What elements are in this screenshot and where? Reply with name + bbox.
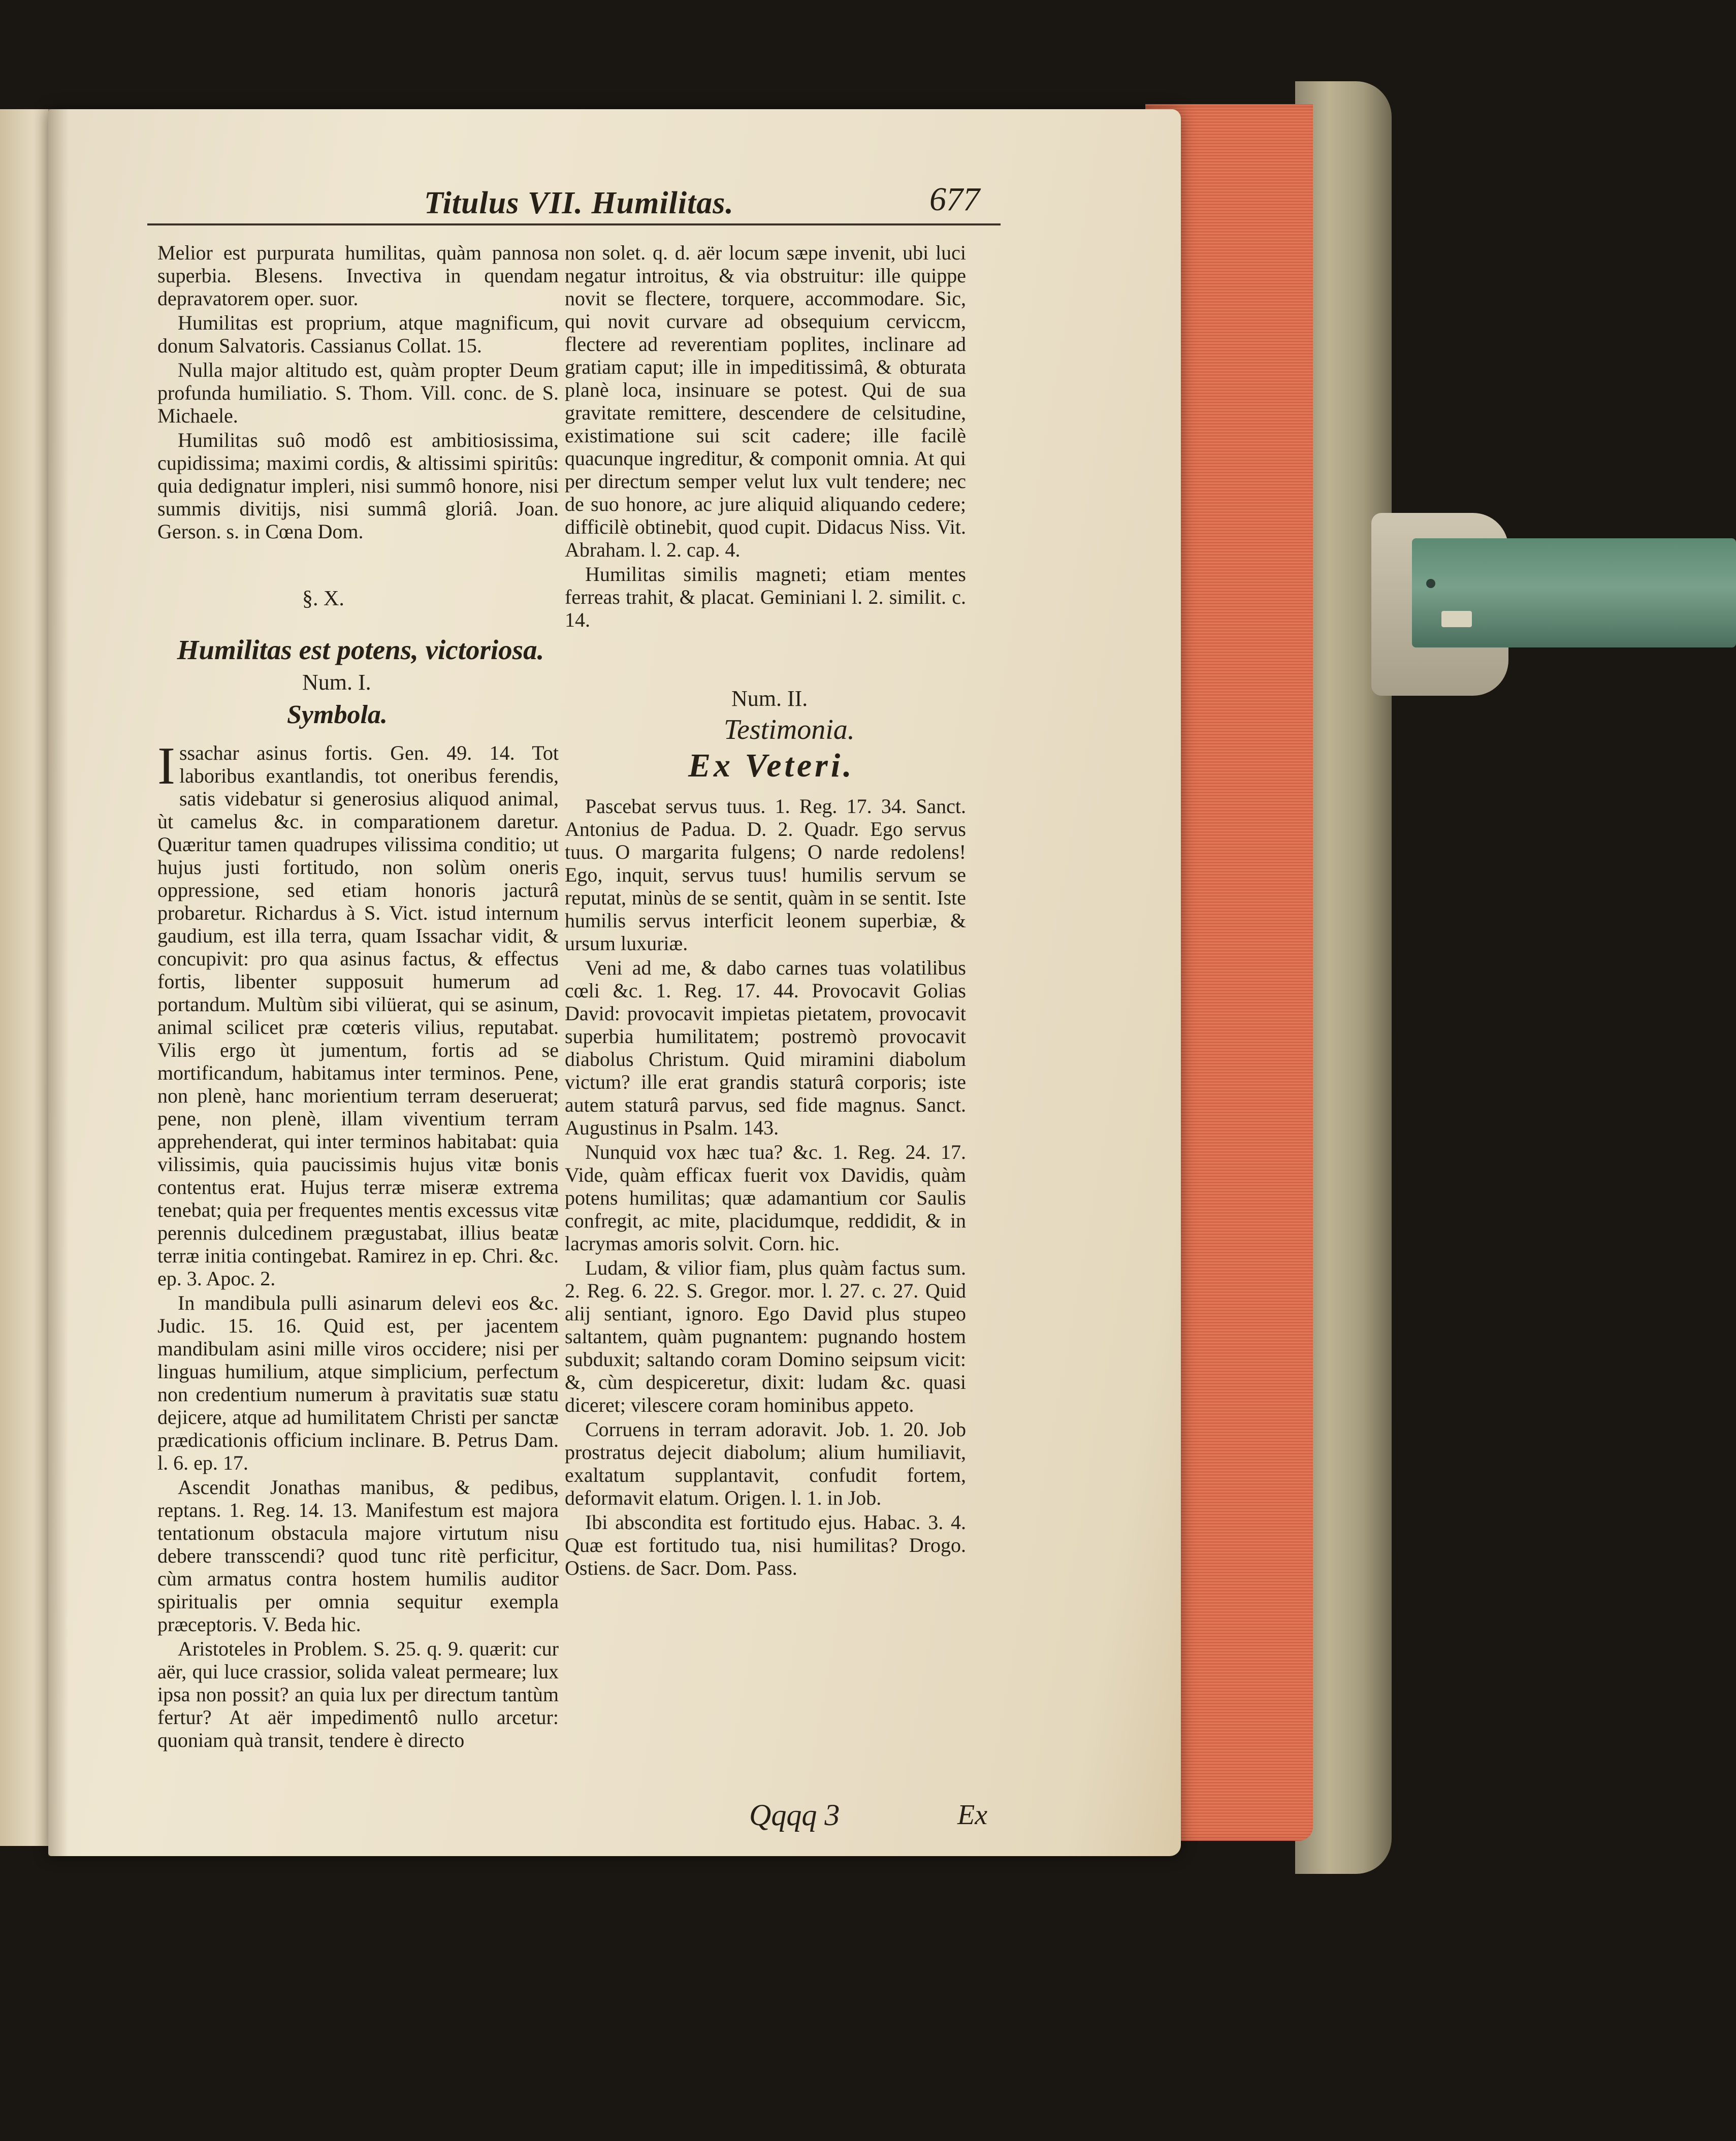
paragraph: Humilitas similis magneti; etiam mentes ferreas trahit, & placat. Geminiani l. 2. similit. c. 14. [565,563,966,631]
num-label: Num. I. [302,670,371,695]
signature-mark: Qqqq 3 [749,1798,840,1832]
left-column-top [157,241,559,544]
paragraph: Humilitas suô modô est ambitiosissima, cupidissima; maximi cordis, & altissimi spiritûs: quia dedignatur impleri, nisi summô honore, nisi summis divitijs, nisi summâ gloriâ. Joan. Gerson. s. in Cœna Dom. [157,429,559,543]
paragraph: Humilitas est proprium, atque magnificum, donum Salvatoris. Cassianus Collat. 15. [157,311,559,357]
paragraph: non solet. q. d. aër locum sæpe invenit, ubi luci negatur introitus, & via obstruitur: ille quippe novit se flectere, torquere, accommodare. Sic, qui novit curvare ad obsequium cerviccm, flectere ad reverentiam poplites, inclinare ad gratiam caput; ille in impeditissimâ, & obturata planè loca, insinuare se potest. Qui de sua gravitate remittere, descendere de celsitudine, existimatione sui scit cadere; ille facilè quacunque ingreditur, & componit omnia. At qui per directum semper velut lux vult tendere; nec de suo honore, ac jure aliquid aliquando cedere; difficilè obtinebit, quod cupit. Didacus Niss. Vit. Abraham. l. 2. cap. 4. [565,241,966,561]
paragraph: Ibi abscondita est fortitudo ejus. Habac. 3. 4. Quæ est fortitudo tua, nisi humilitas? Drogo. Ostiens. de Sacr. Dom. Pass. [565,1511,966,1579]
paragraph: Nulla major altitudo est, quàm propter Deum profunda humiliatio. S. Thom. Vill. conc. de S. Michaele. [157,359,559,427]
paragraph: Melior est purpurata humilitas, quàm pannosa superbia. Blesens. Invectiva in quendam depravatorem oper. suor. [157,241,559,310]
clasp-hole [1441,611,1472,627]
running-title: Titulus VII. Humilitas. [424,186,734,220]
subheading-testimonia: Testimonia. [724,714,855,745]
right-column-top [565,241,966,633]
paragraph: Nunquid vox hæc tua? &c. 1. Reg. 24. 17. Vide, quàm efficax fuerit vox Davidis, quàm potens humilitas; quæ adamantium cor Saulis confregit, ac mite, placidumque, reddidit, & in lacrymas amoris solvit. Corn. hic. [565,1141,966,1255]
section-heading: Humilitas est potens, victoriosa. [177,634,544,665]
paragraph: Ascendit Jonathas manibus, & pedibus, reptans. 1. Reg. 14. 13. Manifestum est majora tentationum obstacula majore virtutum nisu debere transscendi? quod tunc ritè perficitur, cùm armatus contra hostem humilis auditor spiritualis per omnia sequitur exempla præceptoris. V. Beda hic. [157,1476,559,1636]
page-number: 677 [929,181,980,218]
paragraph: Aristoteles in Problem. S. 25. q. 9. quærit: cur aër, qui luce crassior, solida valeat permeare; lux ipsa non possit? an quia lux per directum tantùm fertur? At aër impedimentô nullo arcetur: quoniam quà transit, tendere è directo [157,1637,559,1751]
paragraph-dropcap [157,736,559,1290]
num-label-2: Num. II. [731,686,808,711]
drop-cap: I [157,736,175,795]
catchword: Ex [957,1799,988,1831]
subheading: Symbola. [287,700,388,729]
right-column-body [565,795,966,1581]
left-page-edge [0,109,56,1846]
left-column-body [157,736,559,1753]
section-mark: §. X. [302,587,344,610]
paragraph-text: ssachar asinus fortis. Gen. 49. 14. Tot laboribus exantlandis, tot oneribus ferendis, satis videbatur si generosius aliquod animal, ùt camelus &c. in comparationem daretur. Quæritur tamen quadrupes vilissima conditio; ut hujus justi fortitudo, non solùm oneris oppressione, sed etiam honoris jacturâ probaretur. Richardus à S. Vict. istud internum gaudium, est illa terra, quam Issachar vidit, & concupivit: pro qua asinus factus, & effectus fortis, libenter supposuit humerum ad portandum. Multùm sibi vilüerat, qui se asinum, animal scilicet præ cœteris vilius, reputabat. Vilis ergo ùt jumentum, fortis ad se mortificandum, habitamus inter terminos. Pene, non plenè, hanc morientium terram deseruerat; pene, non plenè, illam viventium terram apprehenderat, qui inter terminos habitabat: quia vilissimis, quia paucissimis hujus vitæ bonis contentus erat. Hujus terræ miseræ extrema tenebat; quia per frequentes mentis excessus vitæ perennis dulcedinem prægustabat, illius beatæ terræ initia contingebat. Ramirez in ep. Chri. &c. ep. 3. Apoc. 2. [157,741,559,1290]
clasp-rivet [1426,579,1435,588]
header-rule [147,223,1001,225]
paragraph: Corruens in terram adoravit. Job. 1. 20. Job prostratus dejecit diabolum; alium humiliavit, exaltatum supplantavit, confudit fortem, deformavit elatum. Origen. l. 1. in Job. [565,1418,966,1509]
paragraph: In mandibula pulli asinarum delevi eos &c. Judic. 15. 16. Quid est, per jacentem mandibulam asini mille viros occidere; nisi per linguas humilium, atque simplicium, perfectum non credentium numerum à pravitatis suæ statu dejicere, atque ad humilitatem Christi per sanctæ prædicationis officium inclinare. B. Petrus Dam. l. 6. ep. 17. [157,1291,559,1474]
paragraph: Veni ad me, & dabo carnes tuas volatilibus cœli &c. 1. Reg. 17. 44. Provocavit Golias David: provocavit impietas pietatem, provocavit superbia humilitatem; postremò provocavit diabolus Christum. Quid miramini diabolum victum? ille erat grandis staturâ corporis; iste autem staturâ parvus, sed fide magnus. Sanct. Augustinus in Psalm. 143. [565,956,966,1139]
paragraph: Pascebat servus tuus. 1. Reg. 17. 34. Sanct. Antonius de Padua. D. 2. Quadr. Ego servus tuus. O margarita fulgens; O narde redolens! Ego, inquit, servus tuus! humilis servum se reputat, minùs de se sentit, quàm in se sentit. Iste humilis servus interficit leonem superbiæ, & ursum luxuriæ. [565,795,966,955]
paragraph: Ludam, & vilior fiam, plus quàm factus sum. 2. Reg. 6. 22. S. Gregor. mor. l. 27. c. 27. Quid alij sentiant, ignoro. Ego David plus stupeo saltantem, quàm pugnantem: pugnando hostem subduxit; saltando coram Domino seipsum vicit: &, cùm despiceretur, dixit: ludam &c. quasi diceret; vilescere coram hominibus appeto. [565,1256,966,1416]
gutter-shadow [48,109,69,1856]
clasp-metal-strap [1412,538,1736,647]
section-heading-ex-veteri: Ex Veteri. [688,747,855,784]
